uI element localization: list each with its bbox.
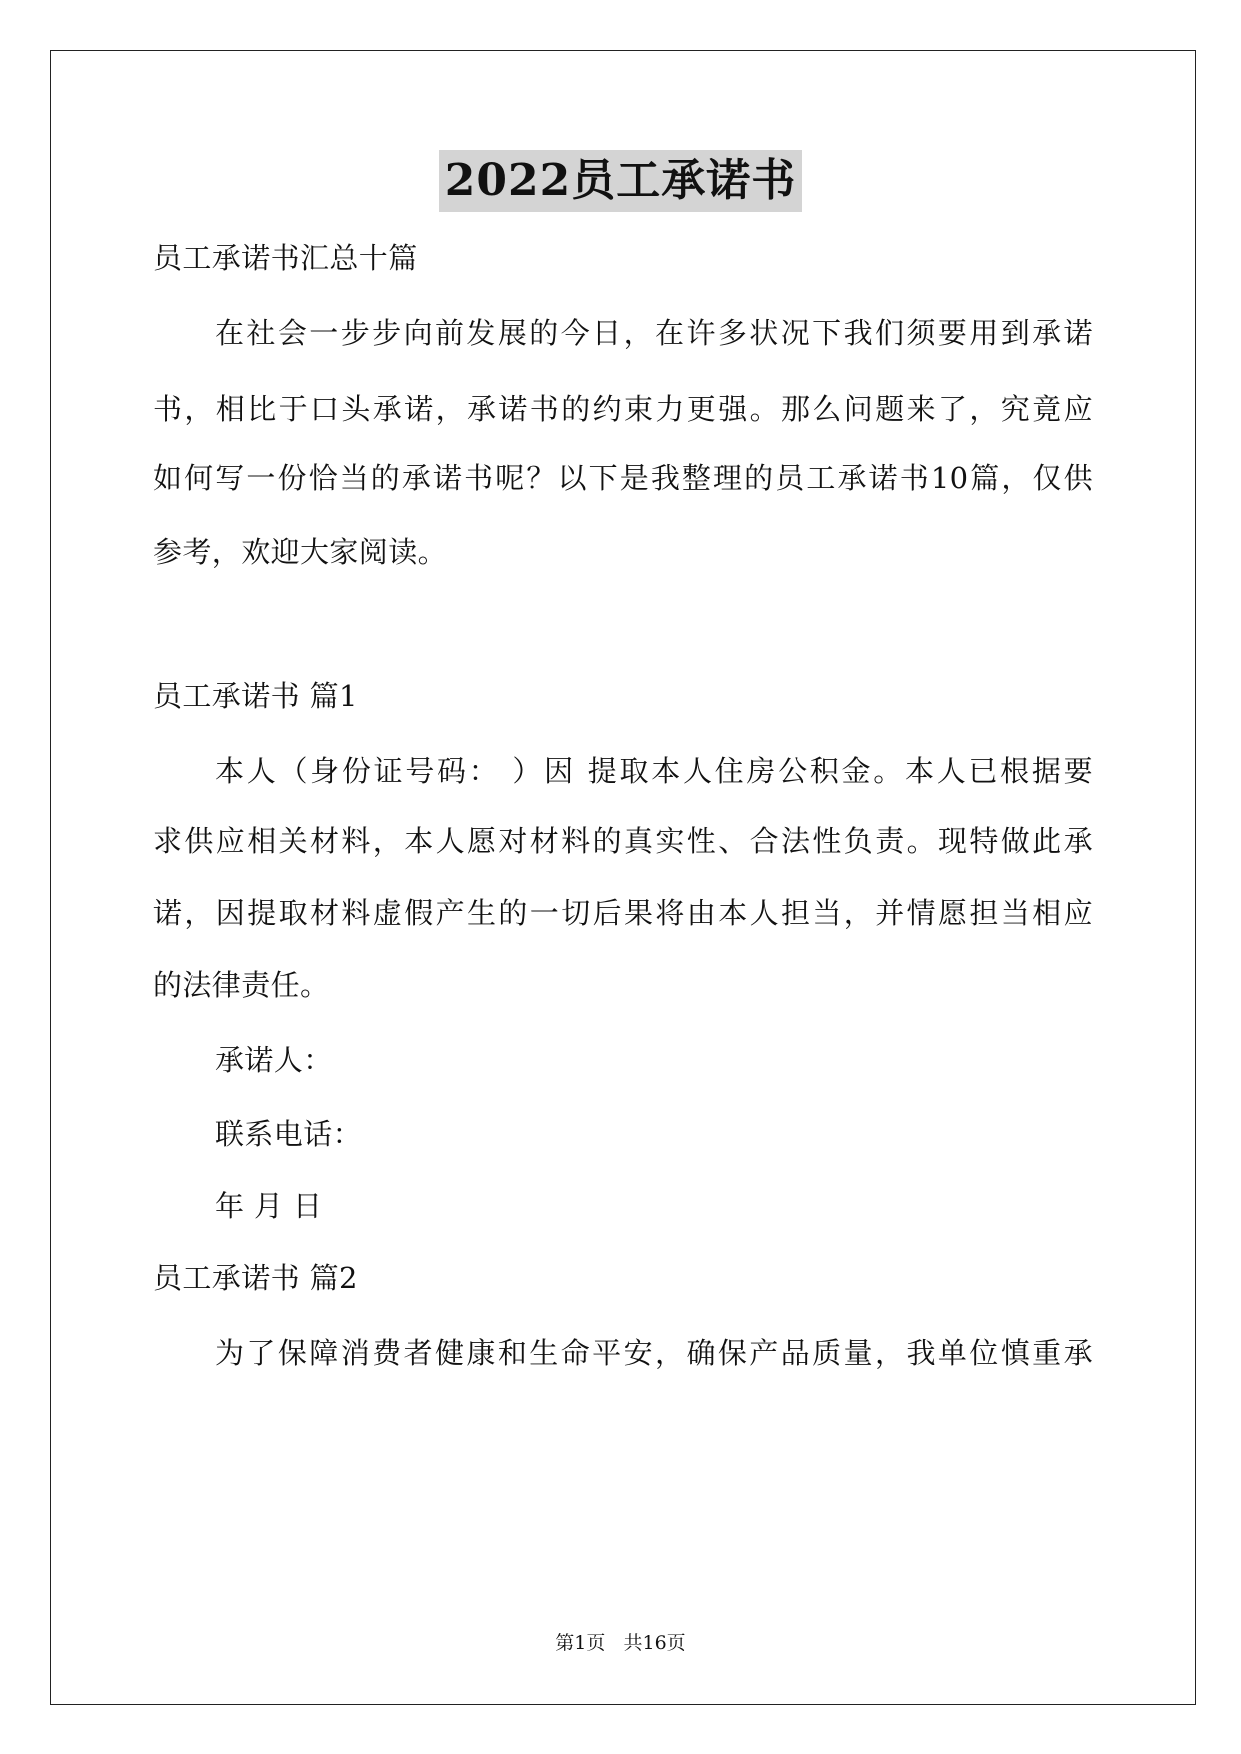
date-label: 年 月 日 [215,1189,323,1223]
section-1-line-1: 本人（身份证号码： ）因 提取本人住房公积金。本人已根据要 [215,754,1093,788]
page-border [50,50,1196,1705]
section-1-line-2: 求供应相关材料，本人愿对材料的真实性、合法性负责。现特做此承 [153,824,1093,858]
title-container [0,150,1241,212]
intro-line-2: 书，相比于口头承诺，承诺书的约束力更强。那么问题来了，究竟应 [153,392,1093,426]
intro-line-3: 如何写一份恰当的承诺书呢？以下是我整理的员工承诺书10篇，仅供 [153,461,1093,495]
section-2-heading: 员工承诺书 篇2 [153,1261,358,1295]
section-1-heading: 员工承诺书 篇1 [153,679,358,713]
section-1-line-3: 诺，因提取材料虚假产生的一切后果将由本人担当，并情愿担当相应 [153,896,1093,930]
section-1-line-4: 的法律责任。 [153,968,330,1002]
phone-label: 联系电话： [215,1117,363,1151]
document-title: 2022员工承诺书 [439,150,802,212]
intro-line-1: 在社会一步步向前发展的今日，在许多状况下我们须要用到承诺 [215,316,1093,350]
intro-line-4: 参考，欢迎大家阅读。 [153,535,448,569]
section-2-line-1: 为了保障消费者健康和生命平安，确保产品质量，我单位慎重承 [215,1336,1093,1370]
document-subtitle: 员工承诺书汇总十篇 [153,241,418,275]
signer-label: 承诺人： [215,1043,333,1077]
page-footer: 第1页 共16页 [555,1632,686,1654]
